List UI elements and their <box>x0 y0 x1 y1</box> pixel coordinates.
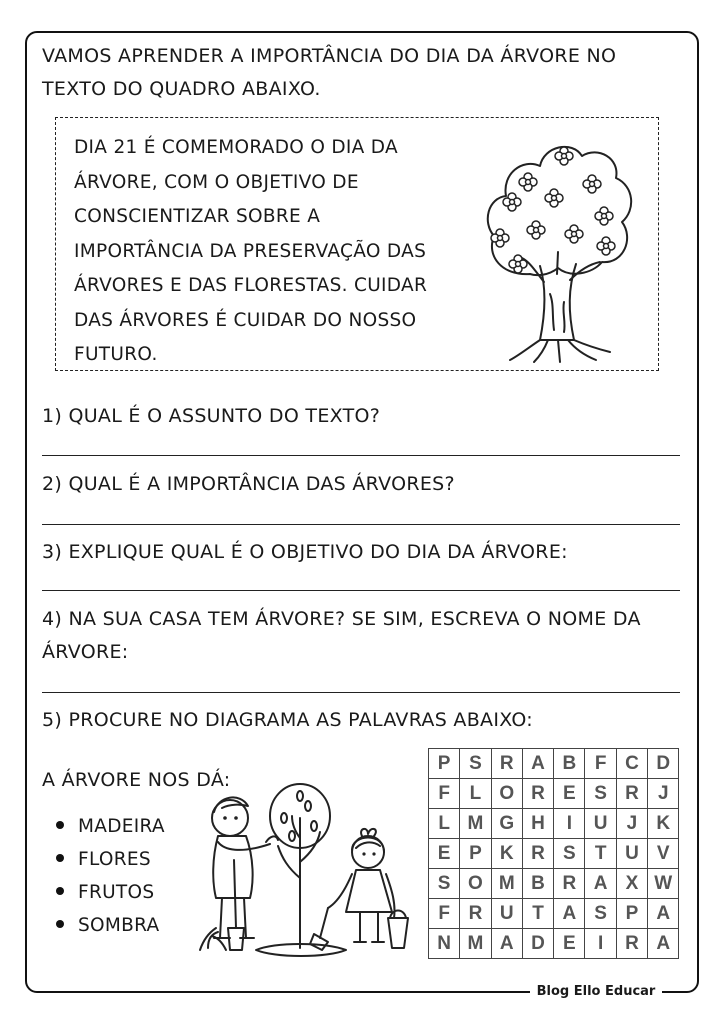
reading-line: CONSCIENTIZAR SOBRE A <box>74 206 321 227</box>
answer-line-2[interactable] <box>42 524 680 525</box>
grid-cell[interactable]: A <box>554 899 585 929</box>
grid-cell[interactable]: R <box>522 839 553 869</box>
instructions-line-1: VAMOS APRENDER A IMPORTÂNCIA DO DIA DA ÁRVORE NO <box>42 45 617 67</box>
grid-cell[interactable]: I <box>554 809 585 839</box>
reading-line: DAS ÁRVORES É CUIDAR DO NOSSO <box>74 309 417 331</box>
grid-cell[interactable]: R <box>460 899 491 929</box>
answer-line-3[interactable] <box>42 590 680 591</box>
grid-row <box>429 749 679 779</box>
grid-cell[interactable]: R <box>616 929 647 959</box>
grid-cell[interactable]: R <box>522 779 553 809</box>
grid-row <box>429 899 679 929</box>
grid-cell[interactable]: E <box>554 779 585 809</box>
grid-cell[interactable]: T <box>522 899 553 929</box>
bullet-icon <box>56 887 64 895</box>
word-list <box>56 810 165 942</box>
answer-line-1[interactable] <box>42 455 680 456</box>
word-search-grid <box>428 748 679 959</box>
grid-cell[interactable]: T <box>585 839 616 869</box>
grid-cell[interactable]: N <box>429 929 460 959</box>
grid-cell[interactable]: S <box>585 899 616 929</box>
grid-cell[interactable]: J <box>616 809 647 839</box>
grid-cell[interactable]: R <box>616 779 647 809</box>
bullet-icon <box>56 821 64 829</box>
grid-cell[interactable]: P <box>429 749 460 779</box>
grid-cell[interactable]: S <box>554 839 585 869</box>
reading-line: IMPORTÂNCIA DA PRESERVAÇÃO DAS <box>74 240 427 262</box>
question-2: 2) QUAL É A IMPORTÂNCIA DAS ÁRVORES? <box>42 473 455 495</box>
word-list-heading: A ÁRVORE NOS DÁ: <box>42 769 231 791</box>
grid-cell[interactable]: R <box>491 749 522 779</box>
grid-cell[interactable]: C <box>616 749 647 779</box>
grid-cell[interactable]: H <box>522 809 553 839</box>
grid-cell[interactable]: J <box>648 779 679 809</box>
grid-cell[interactable]: S <box>429 869 460 899</box>
list-item: MADEIRA <box>56 810 165 843</box>
grid-cell[interactable]: E <box>554 929 585 959</box>
grid-cell[interactable]: R <box>554 869 585 899</box>
grid-cell[interactable]: X <box>616 869 647 899</box>
grid-cell[interactable]: L <box>460 779 491 809</box>
grid-cell[interactable]: M <box>491 869 522 899</box>
grid-cell[interactable]: U <box>585 809 616 839</box>
question-1: 1) QUAL É O ASSUNTO DO TEXTO? <box>42 405 381 427</box>
grid-cell[interactable]: O <box>460 869 491 899</box>
list-item: FRUTOS <box>56 876 165 909</box>
instructions-line-2: TEXTO DO QUADRO ABAIXO. <box>42 78 321 100</box>
reading-text <box>74 131 427 373</box>
children-planting-illustration <box>196 778 418 968</box>
grid-cell[interactable]: I <box>585 929 616 959</box>
question-3: 3) EXPLIQUE QUAL É O OBJETIVO DO DIA DA ÁRVORE: <box>42 541 568 563</box>
grid-cell[interactable]: M <box>460 929 491 959</box>
grid-row <box>429 779 679 809</box>
question-4-line-2: ÁRVORE: <box>42 641 129 663</box>
grid-cell[interactable]: D <box>522 929 553 959</box>
grid-cell[interactable]: K <box>648 809 679 839</box>
grid-cell[interactable]: A <box>585 869 616 899</box>
grid-cell[interactable]: V <box>648 839 679 869</box>
instructions <box>42 40 616 106</box>
grid-row <box>429 839 679 869</box>
grid-cell[interactable]: A <box>648 929 679 959</box>
grid-cell[interactable]: B <box>522 869 553 899</box>
footer-credit: Blog Ello Educar <box>530 982 662 1002</box>
grid-cell[interactable]: E <box>429 839 460 869</box>
list-item: SOMBRA <box>56 909 165 942</box>
reading-line: DIA 21 É COMEMORADO O DIA DA <box>74 137 398 158</box>
reading-line: FUTURO. <box>74 344 158 365</box>
grid-cell[interactable]: S <box>585 779 616 809</box>
grid-row <box>429 869 679 899</box>
grid-cell[interactable]: G <box>491 809 522 839</box>
grid-row <box>429 809 679 839</box>
grid-cell[interactable]: A <box>648 899 679 929</box>
grid-cell[interactable]: M <box>460 809 491 839</box>
tree-illustration <box>478 134 640 366</box>
answer-line-4[interactable] <box>42 692 680 693</box>
grid-cell[interactable]: B <box>554 749 585 779</box>
grid-cell[interactable]: P <box>616 899 647 929</box>
grid-cell[interactable]: A <box>491 929 522 959</box>
grid-cell[interactable]: F <box>585 749 616 779</box>
grid-cell[interactable]: U <box>616 839 647 869</box>
bullet-icon <box>56 854 64 862</box>
grid-row <box>429 929 679 959</box>
grid-cell[interactable]: F <box>429 899 460 929</box>
grid-cell[interactable]: O <box>491 779 522 809</box>
grid-cell[interactable]: D <box>648 749 679 779</box>
grid-cell[interactable]: A <box>522 749 553 779</box>
bullet-icon <box>56 920 64 928</box>
question-4 <box>42 603 641 669</box>
reading-line: ÁRVORES E DAS FLORESTAS. CUIDAR <box>74 275 428 296</box>
question-5: 5) PROCURE NO DIAGRAMA AS PALAVRAS ABAIXO: <box>42 709 533 731</box>
reading-line: ÁRVORE, COM O OBJETIVO DE <box>74 171 359 193</box>
grid-cell[interactable]: K <box>491 839 522 869</box>
grid-cell[interactable]: P <box>460 839 491 869</box>
list-item: FLORES <box>56 843 165 876</box>
grid-cell[interactable]: F <box>429 779 460 809</box>
grid-cell[interactable]: L <box>429 809 460 839</box>
grid-cell[interactable]: U <box>491 899 522 929</box>
grid-cell[interactable]: S <box>460 749 491 779</box>
question-4-line-1: 4) NA SUA CASA TEM ÁRVORE? SE SIM, ESCREVA O NOME DA <box>42 608 641 630</box>
grid-cell[interactable]: W <box>648 869 679 899</box>
